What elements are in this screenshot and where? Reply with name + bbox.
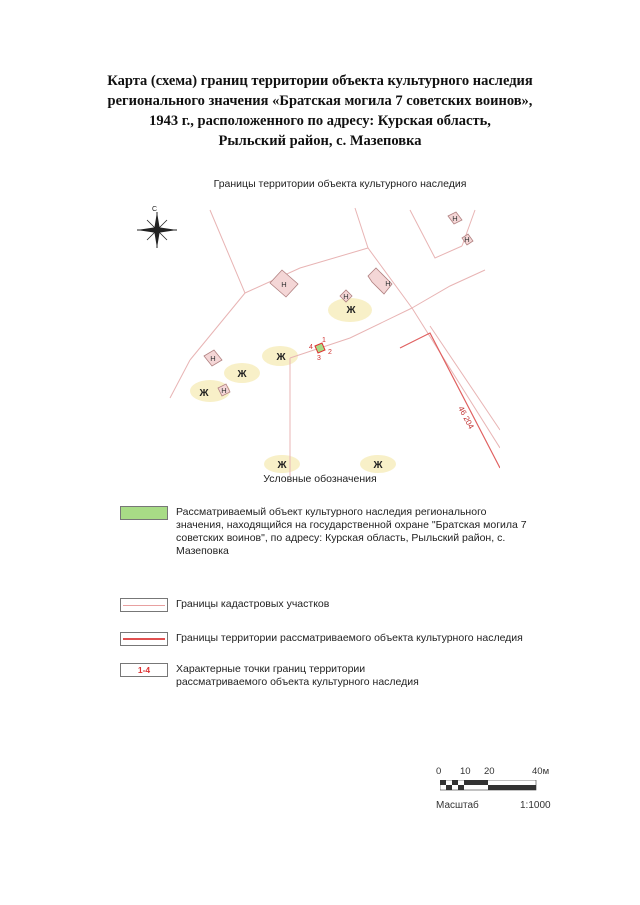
scale-tick: 0 <box>436 766 442 777</box>
object-boundary <box>309 337 332 362</box>
scale-tick: 20 <box>484 766 495 777</box>
house-label: Н <box>281 280 287 289</box>
legend-title: Условные обозначения <box>263 473 377 485</box>
title-line-3: 1943 г., расположенного по адресу: Курская область, <box>149 113 491 129</box>
document-title <box>60 71 580 151</box>
title-line-4: Рыльский район, с. Мазеповка <box>218 133 422 149</box>
parcel-line <box>245 248 412 358</box>
zone-label: Ж <box>277 460 287 471</box>
points-swatch-label: 1-4 <box>137 665 151 675</box>
scale-bar <box>430 766 570 816</box>
scale-tick: 40м <box>532 766 550 777</box>
point-label: 3 <box>317 355 321 362</box>
legend-item-parcels <box>120 598 536 612</box>
legend-text: Границы территории рассматриваемого объекта культурного наследия <box>176 632 523 644</box>
legend-item-object-boundary <box>120 632 536 646</box>
legend-text: Характерные точки границ территории рассматриваемого объекта культурного наследия <box>176 663 419 688</box>
house-label: Н <box>464 235 470 244</box>
object-swatch <box>120 506 168 520</box>
title-line-2: регионального значения «Братская могила 7 советских воинов», <box>107 93 533 109</box>
parcel-line <box>412 308 500 448</box>
house-label: Н <box>343 292 349 301</box>
scale-graphic <box>440 780 556 792</box>
north-label: С <box>152 206 158 213</box>
scale-label: Масштаб <box>436 800 479 811</box>
title-line-1: Карта (схема) границ территории объекта культурного наследия <box>107 73 533 89</box>
road <box>400 333 500 468</box>
zone-label: Ж <box>373 460 383 471</box>
points-swatch <box>120 663 168 677</box>
point-label: 4 <box>309 344 313 351</box>
zone-label: Ж <box>237 369 247 380</box>
scale-ratio: 1:1000 <box>520 800 551 811</box>
legend-text: Границы кадастровых участков <box>176 598 330 610</box>
house-label: Н <box>221 386 227 395</box>
point-label: 1 <box>322 337 326 344</box>
zone-label: Ж <box>199 388 209 399</box>
object-polygon <box>315 343 325 353</box>
north-arrow-icon <box>137 212 177 248</box>
scale-tick: 10 <box>460 766 471 777</box>
legend-text: Рассматриваемый объект культурного наследия регионального значения, находящийся на государственной охране "Братская могила 7 советских воинов", по адресу: Курская область, Рыльский район, с. Мазеповка <box>176 506 527 557</box>
map-area <box>130 198 500 476</box>
road-label: 46 204 <box>456 404 476 431</box>
house-label: Н <box>452 214 458 223</box>
cadastral-boundaries <box>170 208 500 476</box>
parcel-line <box>412 270 485 308</box>
road-edge <box>400 333 500 468</box>
map-svg <box>130 198 500 476</box>
legend-item-points <box>120 663 436 689</box>
parcel-line <box>355 208 368 248</box>
point-label: 2 <box>328 349 332 356</box>
map-caption: Границы территории объекта культурного наследия <box>213 178 467 190</box>
zone-label: Ж <box>276 352 286 363</box>
zone-label: Ж <box>346 305 356 316</box>
parcel-line-swatch <box>120 598 168 612</box>
parcel-line <box>190 210 245 360</box>
legend-item-object <box>120 506 536 558</box>
house-label: Н <box>210 354 216 363</box>
object-boundary-swatch <box>120 632 168 646</box>
house-label: Н <box>385 279 391 288</box>
parcel-line <box>170 360 190 398</box>
